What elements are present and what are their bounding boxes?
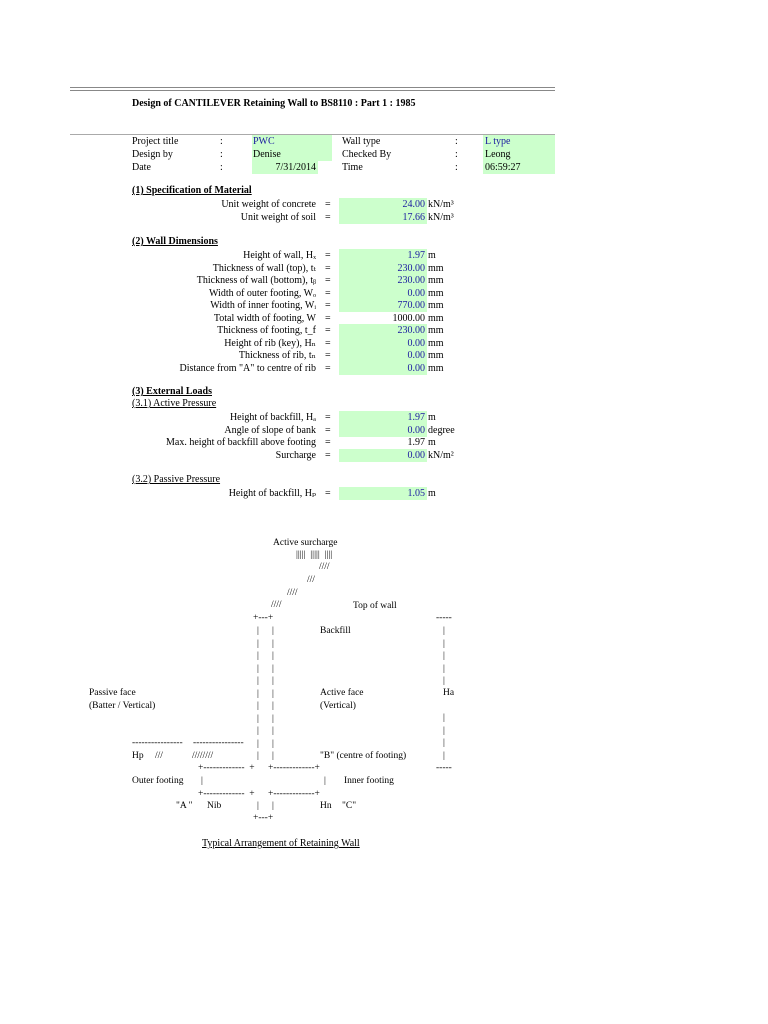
- wall-left-edge: |: [257, 714, 259, 724]
- outer-footing-edge: |: [201, 776, 203, 786]
- param-label: Thickness of footing, t_f: [217, 325, 316, 336]
- b-centre-label: "B" (centre of footing): [320, 751, 407, 761]
- backfill-edge: |: [443, 651, 445, 661]
- section-1-header: (1) Specification of Material: [132, 185, 252, 196]
- equals-sign: =: [325, 412, 331, 423]
- param-unit: mm: [428, 325, 444, 336]
- param-value: 0.00: [407, 424, 425, 436]
- wall-right-edge: |: [272, 726, 274, 736]
- section-3-1-header: (3.1) Active Pressure: [132, 398, 217, 409]
- param-value: 0.00: [407, 450, 425, 462]
- equals-sign: =: [325, 350, 331, 361]
- param-unit: mm: [428, 350, 444, 361]
- slope-line: ////: [287, 588, 298, 598]
- backfill-edge: |: [443, 713, 445, 723]
- param-unit: mm: [428, 337, 444, 349]
- equals-sign: =: [325, 437, 331, 449]
- param-value: 230.00: [397, 275, 425, 286]
- diagram-caption: Typical Arrangement of Retaining Wall: [202, 838, 360, 849]
- ground-dash-line: ----------------: [132, 738, 183, 748]
- colon: :: [220, 136, 223, 147]
- backfill-edge: |: [443, 639, 445, 649]
- equals-sign: =: [325, 199, 331, 210]
- wall-left-edge: |: [257, 639, 259, 649]
- param-value: 0.00: [407, 350, 425, 361]
- wall-type-label: Wall type: [342, 136, 381, 147]
- section-3-2-header: (3.2) Passive Pressure: [132, 474, 221, 485]
- footing-top-line: +------------- +: [198, 763, 255, 773]
- section-2-header: (2) Wall Dimensions: [132, 236, 218, 247]
- param-label: Angle of slope of bank: [224, 424, 316, 436]
- param-label: Width of inner footing, Wᵢ: [210, 300, 316, 311]
- slope-line: ////: [271, 600, 282, 610]
- active-surcharge-label: Active surcharge: [273, 538, 338, 548]
- param-value: 1000.00: [392, 312, 425, 324]
- param-label: Height of backfill, Hₚ: [228, 488, 316, 499]
- param-label: Height of rib (key), Hₙ: [224, 337, 316, 349]
- wall-right-edge: |: [272, 639, 274, 649]
- top-of-wall-label: Top of wall: [353, 601, 397, 611]
- param-unit: mm: [428, 275, 444, 286]
- param-label: Thickness of wall (top), tₜ: [212, 262, 316, 274]
- wall-top-cap: +---+: [253, 613, 274, 623]
- slope-line: ////: [319, 562, 330, 572]
- param-value: 17.66: [402, 212, 425, 223]
- wall-type-value: L type: [485, 136, 511, 147]
- top-rule: [70, 87, 555, 88]
- equals-sign: =: [325, 337, 331, 349]
- passive-face-label: Passive face: [89, 688, 136, 698]
- top-rule-2: [70, 90, 555, 91]
- param-value: 1.97: [407, 412, 425, 423]
- param-unit: kN/m³: [428, 199, 454, 210]
- equals-sign: =: [325, 262, 331, 274]
- equals-sign: =: [325, 287, 331, 299]
- backfill-edge: |: [443, 626, 445, 636]
- colon: :: [455, 149, 458, 160]
- nib-left-edge: |: [257, 801, 259, 811]
- design-by-value: Denise: [253, 149, 281, 160]
- param-value: 230.00: [397, 262, 425, 274]
- param-label: Width of outer footing, Wₒ: [209, 287, 316, 299]
- inner-footing-edge: |: [324, 776, 326, 786]
- wall-right-edge: |: [272, 689, 274, 699]
- equals-sign: =: [325, 275, 331, 286]
- equals-sign: =: [325, 312, 331, 324]
- hp-label: Hp: [132, 751, 144, 761]
- ground-hatch: ///: [155, 751, 163, 761]
- backfill-edge: |: [443, 664, 445, 674]
- surcharge-arrows: ||||| ||||| ||||: [296, 550, 333, 560]
- batter-vertical-label: (Batter / Vertical): [89, 701, 156, 711]
- wall-left-edge: |: [257, 689, 259, 699]
- param-value: 1.05: [407, 488, 425, 499]
- backfill-edge: |: [443, 751, 445, 761]
- time-label: Time: [342, 162, 363, 173]
- slope-line: ///: [307, 575, 315, 585]
- colon: :: [220, 149, 223, 160]
- footing-bottom-line: +-------------+: [268, 789, 320, 799]
- wall-left-edge: |: [257, 626, 259, 636]
- active-face-label: Active face: [320, 688, 364, 698]
- wall-right-edge: |: [272, 664, 274, 674]
- param-value: 0.00: [407, 362, 425, 374]
- wall-right-edge: |: [272, 751, 274, 761]
- hn-label: Hn: [320, 801, 332, 811]
- param-value: 230.00: [397, 325, 425, 336]
- param-label: Total width of footing, W: [213, 312, 316, 324]
- param-value: 0.00: [407, 287, 425, 299]
- param-label: Thickness of wall (bottom), tᵦ: [196, 275, 316, 286]
- ground-dash-line: ----------------: [193, 738, 244, 748]
- param-label: Height of wall, Hₓ: [243, 250, 316, 261]
- backfill-edge: |: [443, 726, 445, 736]
- param-unit: mm: [428, 362, 444, 374]
- equals-sign: =: [325, 325, 331, 336]
- project-title-label: Project title: [132, 136, 179, 147]
- equals-sign: =: [325, 362, 331, 374]
- wall-right-edge: |: [272, 676, 274, 686]
- param-unit: m: [428, 437, 436, 449]
- wall-left-edge: |: [257, 676, 259, 686]
- param-value: 0.00: [407, 337, 425, 349]
- param-unit: m: [428, 488, 436, 499]
- page-title: Design of CANTILEVER Retaining Wall to BS8110 : Part 1 : 1985: [132, 98, 416, 109]
- backfill-edge: |: [443, 676, 445, 686]
- nib-label: Nib: [207, 801, 222, 811]
- param-label: Thickness of rib, tₙ: [238, 350, 316, 361]
- wall-right-edge: |: [272, 626, 274, 636]
- footing-bottom-line: +------------- +: [198, 789, 255, 799]
- inner-footing-label: Inner footing: [344, 776, 394, 786]
- wall-left-edge: |: [257, 651, 259, 661]
- param-unit: kN/m²: [428, 450, 454, 462]
- design-by-label: Design by: [132, 149, 173, 160]
- param-value: 1.97: [407, 250, 425, 261]
- colon: :: [220, 162, 223, 173]
- param-value: 770.00: [397, 300, 425, 311]
- param-label: Max. height of backfill above footing: [166, 437, 316, 449]
- wall-left-edge: |: [257, 664, 259, 674]
- dash-line: -----: [436, 613, 452, 623]
- dash-line: -----: [436, 763, 452, 773]
- ha-label: Ha: [443, 688, 455, 698]
- nib-bottom-cap: +---+: [253, 813, 274, 823]
- backfill-label: Backfill: [320, 626, 351, 636]
- vertical-label: (Vertical): [320, 701, 356, 711]
- param-unit: kN/m³: [428, 212, 454, 223]
- a-label: "A ": [176, 801, 193, 811]
- param-value: 24.00: [402, 199, 425, 210]
- wall-right-edge: |: [272, 714, 274, 724]
- section-3-header: (3) External Loads: [132, 386, 212, 397]
- param-label: Unit weight of soil: [240, 212, 316, 223]
- wall-left-edge: |: [257, 726, 259, 736]
- wall-left-edge: |: [257, 739, 259, 749]
- date-label: Date: [132, 162, 151, 173]
- equals-sign: =: [325, 424, 331, 436]
- param-value: 1.97: [407, 437, 425, 449]
- param-unit: m: [428, 250, 436, 261]
- param-label: Distance from "A" to centre of rib: [179, 362, 316, 374]
- colon: :: [455, 136, 458, 147]
- project-title-value: PWC: [253, 136, 275, 147]
- wall-left-edge: |: [257, 751, 259, 761]
- checked-by-value: Leong: [485, 149, 511, 160]
- date-value: 7/31/2014: [275, 162, 316, 173]
- param-unit: mm: [428, 312, 444, 324]
- time-value: 06:59:27: [485, 162, 521, 173]
- param-label: Unit weight of concrete: [221, 199, 316, 210]
- equals-sign: =: [325, 250, 331, 261]
- param-unit: mm: [428, 262, 444, 274]
- outer-footing-label: Outer footing: [132, 776, 184, 786]
- param-unit: mm: [428, 287, 444, 299]
- param-unit: degree: [428, 424, 455, 436]
- equals-sign: =: [325, 488, 331, 499]
- nib-right-edge: |: [272, 801, 274, 811]
- param-unit: m: [428, 412, 436, 423]
- param-label: Surcharge: [275, 450, 316, 462]
- wall-right-edge: |: [272, 651, 274, 661]
- param-unit: mm: [428, 300, 444, 311]
- colon: :: [455, 162, 458, 173]
- ground-hatch: ////////: [192, 751, 214, 761]
- c-label: "C": [342, 801, 357, 811]
- footing-top-line: +-------------+: [268, 763, 320, 773]
- equals-sign: =: [325, 300, 331, 311]
- param-label: Height of backfill, Hₐ: [229, 412, 316, 423]
- wall-left-edge: |: [257, 701, 259, 711]
- wall-right-edge: |: [272, 701, 274, 711]
- backfill-edge: |: [443, 738, 445, 748]
- equals-sign: =: [325, 450, 331, 462]
- checked-by-label: Checked By: [342, 149, 392, 160]
- wall-right-edge: |: [272, 739, 274, 749]
- equals-sign: =: [325, 212, 331, 223]
